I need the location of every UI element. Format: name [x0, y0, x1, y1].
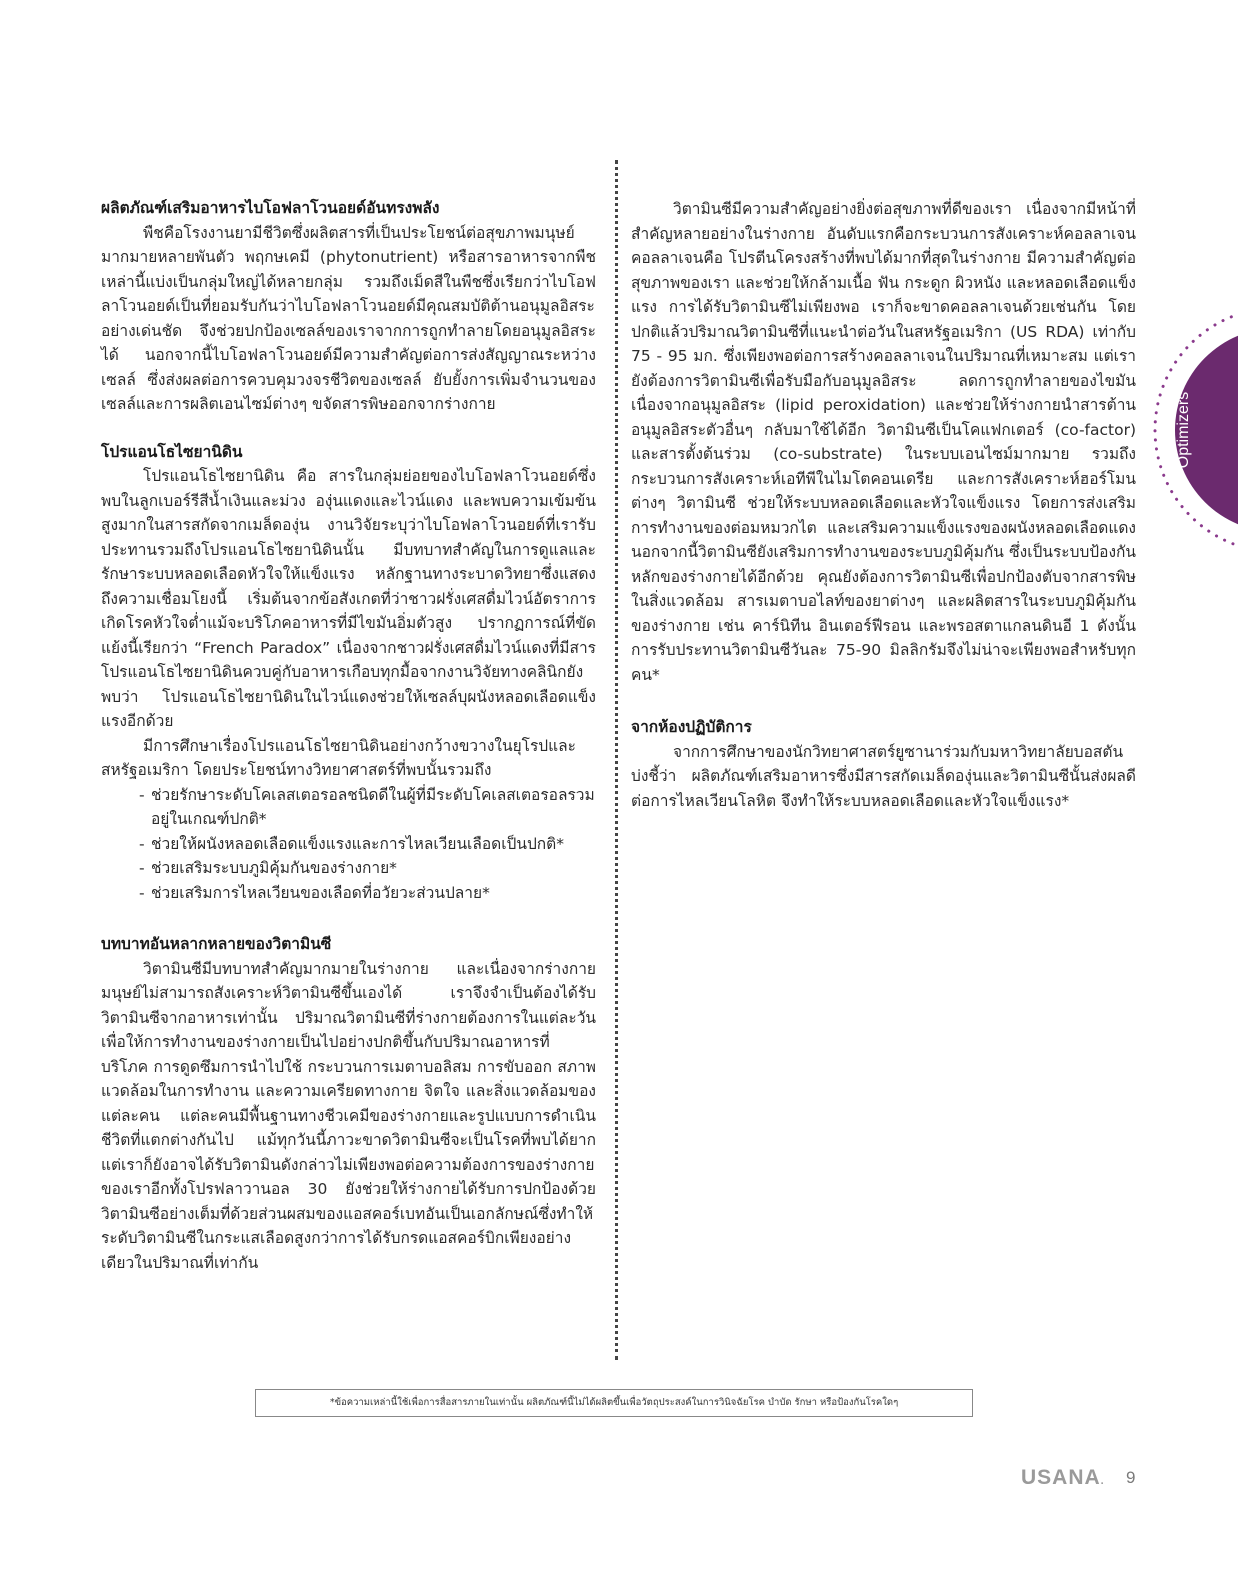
list-item: - ช่วยรักษาระดับโคเลสเตอรอลชนิดดีในผู้ที่มีระดับโคเลสเตอรอลรวมอยู่ในเกณฑ์ปกติ* — [139, 783, 596, 832]
section-paragraph: มีการศึกษาเรื่องโปรแอนโธไซยานิดินอย่างกว้างขวางในยุโรปและสหรัฐอเมริกา โดยประโยชน์ทางวิทยาศาสตร์ที่พบนั้นรวมถึง — [101, 736, 576, 779]
section-paragraph: วิตามินซีมีบทบาทสำคัญมากมายในร่างกาย และเนื่องจากร่างกายมนุษย์ไม่สามารถสังเคราะห์วิตามินซีขึ้นเองได้ เราจึงจำเป็นต้องได้รับวิตามินซีจากอาหารเท่านั้น ปริมาณวิตามินซีที่ร่างกายต้องการในแต่ละวันเพื่อให้การทำงานของร่างกายเป็นไปอย่างปกติขึ้นกับปริมาณอาหารที่บริโภค การดูดซึมการนำไปใช้ กระบวนการเมตาบอลิสม การขับออก สภาพแวดล้อมในการทำงาน และความเครียดทางกาย จิตใจ และสิ่งแวดล้อมของแต่ละคน แต่ละคนมีพื้นฐานทางชีวเคมีของร่างกายและรูปแบบการดำเนินชีวิตที่แตกต่างกันไป แม้ทุกวันนี้ภาวะขาดวิตามินซีจะเป็นโรคที่พบได้ยาก แต่เราก็ยังอาจได้รับวิตามินดังกล่าวไม่เพียงพอต่อความต้องการของร่างกายของเราอีกทั้งโปรฟลาวานอล 30 ยังช่วยให้ร่างกายได้รับการปกป้องด้วยวิตามินซีอย่างเต็มที่ด้วยส่วนผสมของแอสคอร์เบทอันเป็นเอกลักษณ์ซึ่งทำให้ระดับวิตามินซีในกระแสเลือดสูงกว่าการได้รับกรดแอสคอร์บิกเพียงอย่างเดียวในปริมาณที่เท่ากัน — [101, 959, 596, 1272]
logo-mark: . — [1100, 1475, 1104, 1487]
list-item: - ช่วยให้ผนังหลอดเลือดแข็งแรงและการไหลเวียนเลือดเป็นปกติ* — [139, 832, 596, 857]
section-heading: โปรแอนโธไซยานิดิน — [101, 442, 243, 461]
section-bioflavonoids — [101, 196, 596, 417]
page-number: 9 — [1126, 1468, 1136, 1487]
section-paragraph: พืชคือโรงงานยามีชีวิตซึ่งผลิตสารที่เป็นประโยชน์ต่อสุขภาพมนุษย์มากมายหลายพันตัว พฤกษเคมี (phytonutrient) หรือสารอาหารจากพืชเหล่านี้แบ่งเป็นกลุ่มใหญ่ได้หลายกลุ่ม รวมถึงเม็ดสีในพืชซึ่งเรียกว่าไบโอฟลาโวนอยด์เป็นที่ยอมรับกันว่าไบโอฟลาโวนอยด์มีคุณสมบัติต้านอนุมูลอิสระอย่างเด่นชัด จึงช่วยปกป้องเซลล์ของเราจากการถูกทำลายโดยอนุมูลอิสระได้ นอกจากนี้ไบโอฟลาโวนอยด์มีความสำคัญต่อการส่งสัญญาณระหว่างเซลล์ ซึ่งส่งผลต่อการควบคุมวงจรชีวิตของเซลล์ ยับยั้งการเพิ่มจำนวนของเซลล์และการผลิตเอนไซม์ต่างๆ ขจัดสารพิษออกจากร่างกาย — [101, 223, 596, 413]
section-proanthocyanidin — [101, 440, 596, 906]
side-tab-label: Optimizers — [1175, 391, 1192, 469]
logo-text: USANA — [1021, 1466, 1101, 1489]
column-divider — [615, 160, 618, 1360]
list-item: - ช่วยเสริมการไหลเวียนของเลือดที่อวัยวะส่วนปลาย* — [139, 881, 596, 906]
section-paragraph: โปรแอนโธไซยานิดิน คือ สารในกลุ่มย่อยของไบโอฟลาโวนอยด์ซึ่งพบในลูกเบอร์รีสีน้ำเงินและม่วง องุ่นแดงและไวน์แดง และพบความเข้มข้นสูงมากในสารสกัดจากเมล็ดองุ่น งานวิจัยระบุว่าไบโอฟลาโวนอยด์ที่เรารับประทานรวมถึงโปรแอนโธไซยานิดินนั้น มีบทบาทสำคัญในการดูแลและรักษาระบบหลอดเลือดหัวใจให้แข็งแรง หลักฐานทางระบาดวิทยาซึ่งแสดงถึงความเชื่อมโยงนี้ เริ่มต้นจากข้อสังเกตที่ว่าชาวฝรั่งเศสดื่มไวน์อัตราการเกิดโรคหัวใจต่ำแม้จะบริโภคอาหารที่มีไขมันอิ่มตัวสูง ปรากฏการณ์ที่ขัดแย้งนี้เรียกว่า “French Paradox” เนื่องจากชาวฝรั่งเศสดื่มไวน์แดงที่มีสารโปรแอนโธไซยานิดินควบคู่กับอาหารเกือบทุกมื้อจากงานวิจัยทางคลินิกยังพบว่า โปรแอนโธไซยานิดินในไวน์แดงช่วยให้เซลล์บุผนังหลอดเลือดแข็งแรงอีกด้วย — [101, 467, 596, 730]
list-item: - ช่วยเสริมระบบภูมิคุ้มกันของร่างกาย* — [139, 856, 596, 881]
section-heading: ผลิตภัณฑ์เสริมอาหารไบโอฟลาโวนอยด์อันทรงพลัง — [101, 199, 440, 217]
section-heading: บทบาทอันหลากหลายของวิตามินซี — [101, 935, 332, 953]
section-vitamin-c-roles — [101, 932, 596, 1275]
right-column — [631, 197, 1136, 813]
section-from-the-lab — [631, 715, 1136, 813]
left-column — [101, 196, 596, 1275]
section-heading: จากห้องปฏิบัติการ — [631, 718, 752, 736]
disclaimer-footnote: *ข้อความเหล่านี้ใช้เพื่อการสื่อสารภายในเท่านั้น ผลิตภัณฑ์นี้ไม่ได้ผลิตขึ้นเพื่อวัตถุประสงค์ในการวินิจฉัยโรค บำบัด รักษา หรือป้องกันโรคใดๆ — [255, 1389, 973, 1417]
section-vitamin-c-importance — [631, 197, 1136, 687]
usana-logo — [1021, 1466, 1104, 1490]
optimizers-side-tab — [1147, 300, 1238, 560]
section-paragraph: จากการศึกษาของนักวิทยาศาสตร์ยูซานาร่วมกับมหาวิทยาลัยบอสตันบ่งชี้ว่า ผลิตภัณฑ์เสริมอาหารซึ่งมีสารสกัดเมล็ดองุ่นและวิตามินซีนั้นส่งผลดีต่อการไหลเวียนโลหิต จึงทำให้ระบบหลอดเลือดและหัวใจแข็งแรง* — [631, 742, 1136, 810]
section-paragraph: วิตามินซีมีความสำคัญอย่างยิ่งต่อสุขภาพที่ดีของเรา เนื่องจากมีหน้าที่สำคัญหลายอย่างในร่างกาย อันดับแรกคือกระบวนการสังเคราะห์คอลลาเจน คอลลาเจนคือ โปรตีนโครงสร้างที่พบได้มากที่สุดในร่างกาย มีความสำคัญต่อสุขภาพของเรา และช่วยให้กล้ามเนื้อ ฟัน กระดูก ผิวหนัง และหลอดเลือดแข็งแรง การได้รับวิตามินซีไม่เพียงพอ เราก็จะขาดคอลลาเจนด้วยเช่นกัน โดยปกติแล้วปริมาณวิตามินซีที่แนะนำต่อวันในสหรัฐอเมริกา (US RDA) เท่ากับ 75 - 95 มก. ซึ่งเพียงพอต่อการสร้างคอลลาเจนในปริมาณที่เหมาะสม แต่เรายังต้องการวิตามินซีเพื่อรับมือกับอนุมูลอิสระ ลดการถูกทำลายของไขมัน เนื่องจากอนุมูลอิสระ (lipid peroxidation) และช่วยให้ร่างกายนำสารต้านอนุมูลอิสระตัวอื่นๆ กลับมาใช้ได้อีก วิตามินซีเป็นโคแฟกเตอร์ (co-factor) และสารตั้งต้นร่วม (co-substrate) ในระบบเอนไซม์มากมาย รวมถึงกระบวนการสังเคราะห์เอทีพีในไมโตคอนเดรีย และการสังเคราะห์ฮอร์โมนต่างๆ วิตามินซี ช่วยให้ระบบหลอดเลือดและหัวใจแข็งแรง โดยการส่งเสริมการทำงานของต่อมหมวกไต และเสริมความแข็งแรงของผนังหลอดเลือดแดง นอกจากนี้วิตามินซียังเสริมการทำงานของระบบภูมิคุ้มกัน ซึ่งเป็นระบบป้องกันหลักของร่างกายได้อีกด้วย คุณยังต้องการวิตามินซีเพื่อปกป้องตับจากสารพิษในสิ่งแวดล้อม สารเมตาบอไลท์ของยาต่างๆ และผลิตสารในระบบภูมิคุ้มกันของร่างกาย เช่น คาร์นิทีน อินเตอร์ฟีรอน และพรอสตาแกลนดินอี 1 ดังนั้นการรับประทานวิตามินซีวันละ 75-90 มิลลิกรัมจึงไม่น่าจะเพียงพอสำหรับทุกคน* — [631, 200, 1136, 684]
benefits-list — [101, 783, 596, 906]
side-tab-graphic — [1147, 300, 1238, 560]
